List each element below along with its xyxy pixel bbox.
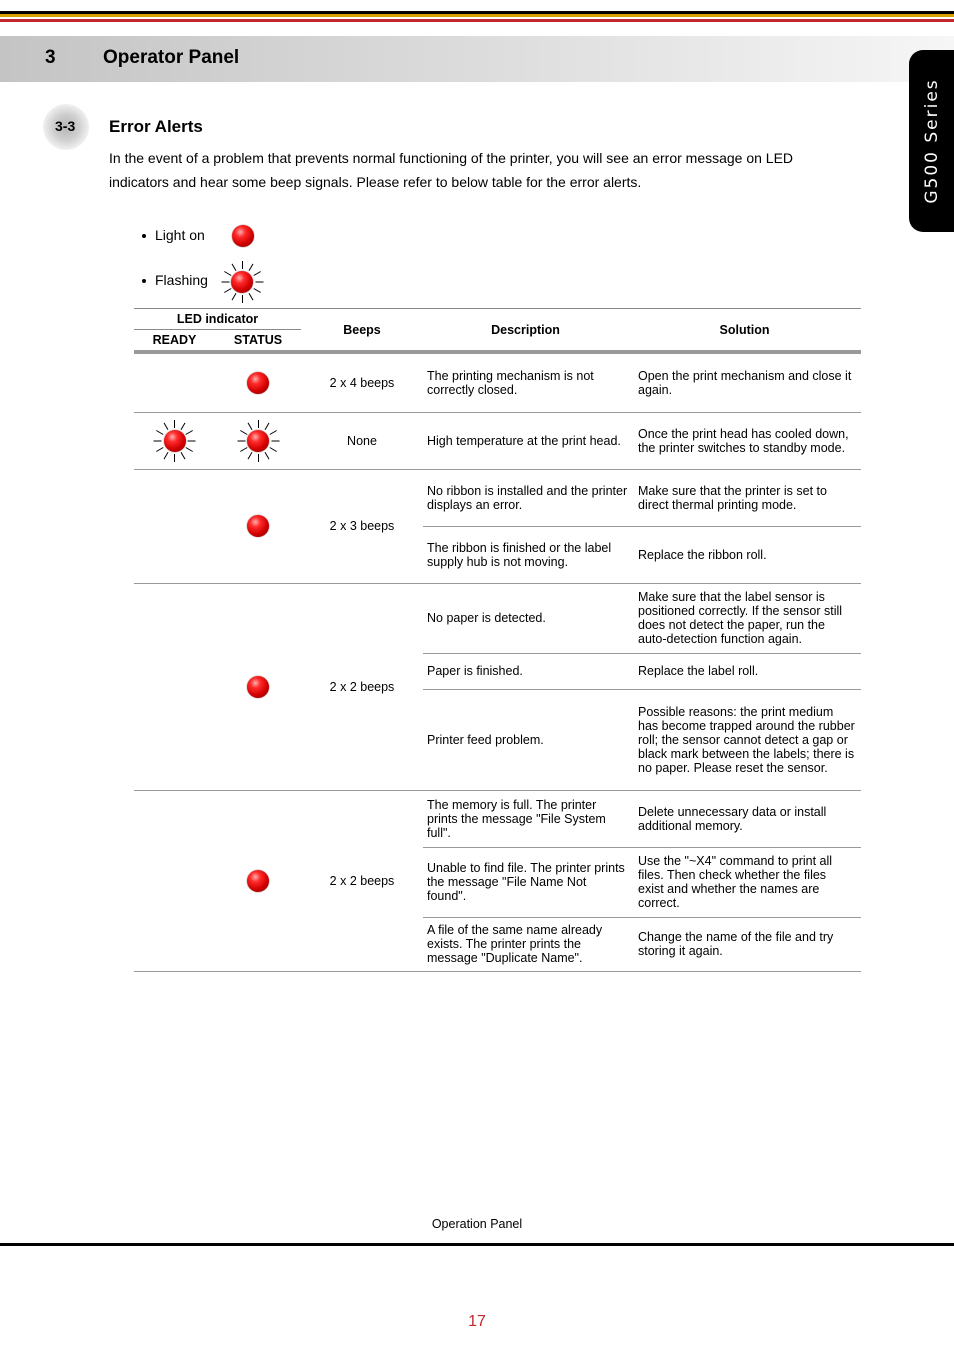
led-ready-cell: [134, 469, 215, 583]
led-on-icon: [245, 513, 271, 539]
header-description: Description: [423, 309, 628, 351]
legend-item-light-on: [142, 227, 205, 243]
led-status-cell: [215, 469, 301, 583]
footer-label: Operation Panel: [431, 1217, 523, 1231]
beeps-cell: 2 x 4 beeps: [301, 354, 423, 412]
led-status-cell: [215, 412, 301, 469]
header-status: STATUS: [233, 333, 283, 347]
table-row: [134, 412, 861, 469]
solution-cell: Possible reasons: the print medium has become trapped around the rubber roll; the sensor cannot detect a gap or black mark between the labels; there is no paper. Please reset the sensor.: [628, 689, 861, 790]
led-ready-cell: [134, 412, 215, 469]
description-cell: No ribbon is installed and the printer displays an error.: [423, 469, 628, 526]
chapter-number: 3: [45, 47, 56, 68]
description-cell: Unable to find file. The printer prints the message "File Name Not found".: [423, 847, 628, 917]
beeps-cell: 2 x 2 beeps: [301, 790, 423, 971]
table-row: [134, 469, 861, 526]
page-number: 17: [468, 1313, 486, 1330]
led-ready-cell: [134, 583, 215, 790]
solution-cell: Delete unnecessary data or install additional memory.: [628, 790, 861, 847]
chapter-title: Operator Panel: [103, 47, 240, 68]
header-led-indicator: LED indicator: [134, 309, 301, 330]
legend-label: Light on: [155, 227, 205, 243]
description-cell: High temperature at the print head.: [423, 412, 628, 469]
led-flashing-icon: [155, 421, 195, 461]
footer-rule: [0, 1243, 954, 1246]
description-cell: No paper is detected.: [423, 583, 628, 653]
description-cell: Printer feed problem.: [423, 689, 628, 790]
solution-cell: Make sure that the printer is set to direct thermal printing mode.: [628, 469, 861, 526]
solution-cell: Replace the ribbon roll.: [628, 526, 861, 583]
solution-cell: Change the name of the file and try storing it again.: [628, 917, 861, 971]
header-stripe-red: [0, 19, 954, 22]
led-on-icon: [245, 674, 271, 700]
led-status-cell: [215, 790, 301, 971]
led-flashing-icon: [222, 262, 262, 302]
beeps-cell: 2 x 2 beeps: [301, 583, 423, 790]
description-cell: Paper is finished.: [423, 653, 628, 689]
legend-item-flashing: [142, 272, 208, 288]
led-on-icon: [245, 370, 271, 396]
description-cell: The memory is full. The printer prints the message "File System full".: [423, 790, 628, 847]
section-number: 3-3: [55, 118, 76, 134]
description-cell: The ribbon is finished or the label supply hub is not moving.: [423, 526, 628, 583]
beeps-cell: None: [301, 412, 423, 469]
series-side-tab-label: G500 Series: [922, 78, 942, 204]
beeps-cell: 2 x 3 beeps: [301, 469, 423, 583]
led-on-icon: [228, 221, 258, 251]
table-row: [134, 790, 861, 847]
description-cell: A file of the same name already exists. The printer prints the message "Duplicate Name".: [423, 917, 628, 971]
bullet-icon: [142, 234, 146, 238]
section-intro: In the event of a problem that prevents normal functioning of the printer, you will see an error message on LED indicators and hear some beep signals. Please refer to below table for the error alerts.: [109, 150, 794, 190]
description-cell: The printing mechanism is not correctly closed.: [423, 354, 628, 412]
led-status-cell: [215, 354, 301, 412]
error-alerts-table: [134, 308, 861, 972]
led-flashing-icon: [238, 421, 278, 461]
table-row: [134, 583, 861, 653]
led-status-cell: [215, 583, 301, 790]
led-ready-cell: [134, 790, 215, 971]
led-ready-cell: [134, 354, 215, 412]
section-title: Error Alerts: [109, 117, 203, 136]
solution-cell: Open the print mechanism and close it again.: [628, 354, 861, 412]
legend-label: Flashing: [155, 272, 208, 288]
led-on-icon: [245, 868, 271, 894]
solution-cell: Once the print head has cooled down, the printer switches to standby mode.: [628, 412, 861, 469]
header-solution: Solution: [628, 309, 861, 351]
table-row: [134, 354, 861, 412]
solution-cell: Replace the label roll.: [628, 653, 861, 689]
header-ready: READY: [152, 333, 197, 347]
solution-cell: Make sure that the label sensor is positioned correctly. If the sensor still does not detect the paper, run the auto-detection function again.: [628, 583, 861, 653]
solution-cell: Use the "~X4" command to print all files. Then check whether the files exist and whether the names are correct.: [628, 847, 861, 917]
header-beeps: Beeps: [301, 309, 423, 351]
bullet-icon: [142, 279, 146, 283]
